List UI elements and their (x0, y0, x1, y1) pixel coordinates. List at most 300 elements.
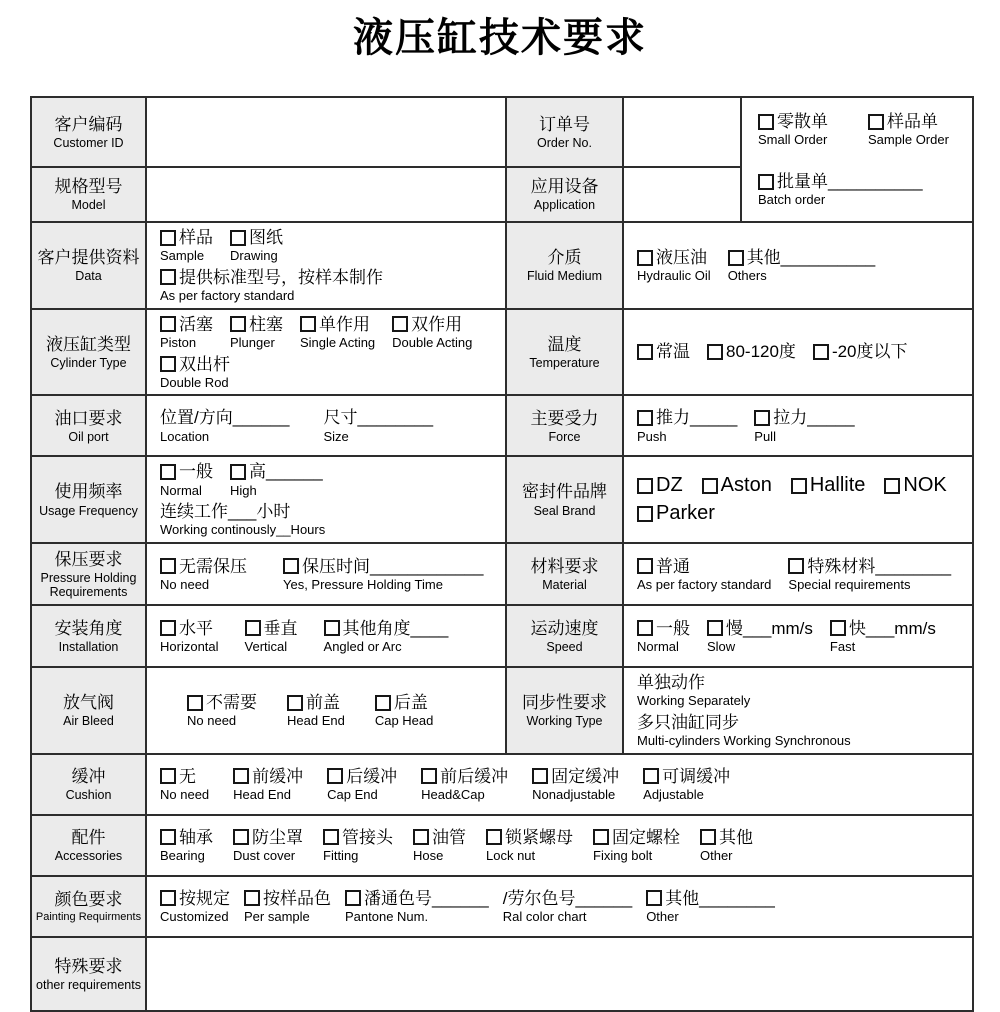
checkbox-option[interactable] (637, 341, 690, 362)
checkbox-icon[interactable] (160, 269, 176, 285)
option-line (813, 341, 908, 362)
checkbox-option[interactable] (413, 827, 466, 864)
option-label-zh: 锁紧螺母 (505, 827, 573, 847)
checkbox-option[interactable] (788, 556, 951, 593)
checkbox-icon[interactable] (160, 620, 176, 636)
option-label-en: Double Acting (392, 334, 473, 350)
option-label-en: Head End (287, 713, 345, 729)
option-label-zh: 油管 (432, 827, 466, 847)
label-en: Cylinder Type (50, 355, 127, 370)
option-label-zh: 图纸 (249, 228, 283, 247)
checkbox-icon[interactable] (788, 558, 804, 574)
label-zh: 客户提供资料 (37, 248, 140, 268)
option-label-zh: 固定缓冲 (551, 766, 620, 786)
option-label-en: Others (727, 268, 767, 284)
option-label-zh: 普通 (656, 556, 690, 576)
speed-label (506, 605, 623, 667)
option-label-zh: 一般 (656, 618, 690, 638)
checkbox-icon[interactable] (187, 695, 203, 711)
option-line (637, 341, 690, 362)
option-label-zh: Parker (656, 502, 715, 525)
option-line (300, 314, 370, 335)
option-label-zh: 样品单 (887, 112, 938, 132)
option-line (160, 501, 290, 522)
checkbox-icon[interactable] (637, 344, 653, 360)
checkbox-option[interactable] (230, 461, 323, 498)
option-label-en: Working Separately (637, 693, 751, 709)
option-label-en: Cap End (327, 787, 378, 803)
checkbox-option[interactable] (245, 618, 298, 655)
working-type-label (506, 667, 623, 754)
option-line (637, 247, 707, 268)
option-line (160, 354, 230, 375)
temperature-label (506, 309, 623, 396)
option-label-en: Normal (637, 638, 679, 654)
checkbox-option[interactable] (160, 354, 230, 391)
option-label-zh: 样品 (179, 228, 213, 247)
air-bleed-label (31, 667, 146, 754)
air-bleed-options (146, 667, 506, 754)
accessories-label (31, 815, 146, 876)
label-zh: 液压缸类型 (46, 334, 131, 354)
label-zh: 材料要求 (530, 556, 599, 576)
option-line (637, 618, 690, 639)
checkbox-option[interactable] (233, 827, 303, 864)
checkbox-icon[interactable] (245, 620, 261, 636)
option-line (392, 314, 462, 335)
checkbox-option[interactable] (421, 766, 508, 803)
checkbox-icon[interactable] (283, 558, 299, 574)
checkbox-icon[interactable] (230, 316, 246, 332)
checkbox-icon[interactable] (758, 114, 774, 130)
label-en: Speed (546, 639, 583, 654)
option-label-zh: 可调缓冲 (662, 766, 731, 786)
checkbox-icon[interactable] (646, 890, 662, 906)
checkbox-option[interactable] (160, 267, 383, 304)
option-line (643, 766, 730, 787)
checkbox-icon[interactable] (392, 316, 408, 332)
checkbox-icon[interactable] (791, 478, 807, 494)
checkbox-icon[interactable] (637, 620, 653, 636)
option-line (230, 461, 323, 482)
checkbox-icon[interactable] (413, 829, 429, 845)
label-en: Seal Brand (533, 503, 596, 518)
label-zh: 同步性要求 (522, 693, 607, 713)
checkbox-icon[interactable] (160, 829, 176, 845)
checkbox-icon[interactable] (700, 829, 716, 845)
option-line (637, 407, 737, 428)
checkbox-icon[interactable] (160, 768, 176, 784)
label-zh: 保压要求 (54, 549, 123, 569)
checkbox-icon[interactable] (244, 890, 260, 906)
checkbox-option[interactable] (637, 247, 711, 284)
option-label-en: Pantone Num. (345, 909, 429, 925)
checkbox-option[interactable] (160, 556, 247, 593)
option-label-en: Working continously__Hours (160, 522, 326, 538)
option-label-en: Other (646, 909, 679, 925)
oil-port-label (31, 395, 146, 456)
checkbox-icon[interactable] (884, 478, 900, 494)
temperature-options (623, 309, 973, 396)
option-label-en: Lock nut (486, 848, 536, 864)
option-line (187, 692, 257, 713)
cylinder-type-label (31, 309, 146, 396)
option-text (637, 672, 750, 709)
label-en: Application (533, 198, 596, 213)
checkbox-option[interactable] (392, 314, 472, 351)
checkbox-icon[interactable] (637, 478, 653, 494)
checkbox-icon[interactable] (160, 558, 176, 574)
label-en: Force (548, 429, 581, 444)
checkbox-option[interactable] (884, 473, 946, 498)
option-line (637, 556, 690, 577)
option-line (700, 827, 753, 848)
option-line (283, 556, 483, 577)
application-value-cell[interactable] (623, 167, 741, 222)
label-en: Painting Requirments (35, 910, 142, 923)
option-line (160, 314, 213, 335)
option-label-en: Plunger (230, 334, 275, 350)
speed-options (623, 605, 973, 667)
checkbox-icon[interactable] (702, 478, 718, 494)
label-zh: 颜色要求 (54, 889, 123, 909)
checkbox-icon[interactable] (160, 356, 176, 372)
checkbox-icon[interactable] (160, 464, 176, 480)
installation-options (146, 605, 506, 667)
option-label-en: Hose (413, 848, 444, 864)
option-line (324, 618, 449, 639)
label-en: Fluid Medium (526, 269, 603, 284)
checkbox-option[interactable] (813, 341, 908, 362)
option-line (160, 888, 230, 909)
checkbox-option[interactable] (375, 692, 434, 729)
checkbox-option[interactable] (754, 407, 854, 444)
label-zh: 客户编码 (54, 114, 123, 134)
checkbox-option[interactable] (324, 618, 449, 655)
fluid-medium-options (623, 222, 973, 309)
option-line (323, 407, 433, 428)
option-line (758, 171, 923, 192)
checkbox-option[interactable] (791, 473, 866, 498)
checkbox-option[interactable] (327, 766, 397, 803)
option-label-zh: 慢___mm/s (726, 618, 813, 638)
option-label-en: Normal (160, 482, 202, 498)
option-line (245, 618, 298, 639)
fill-in-field[interactable] (160, 407, 289, 444)
option-line (637, 473, 683, 498)
label-en: other requirements (36, 977, 141, 992)
option-label-zh: 提供标准型号，按样本制作 (179, 267, 383, 287)
checkbox-option[interactable] (287, 692, 345, 729)
option-label-zh: 前后缓冲 (440, 766, 509, 786)
option-label-en: As per factory standard (637, 576, 772, 592)
option-label-en: Horizontal (160, 638, 219, 654)
checkbox-icon[interactable] (637, 558, 653, 574)
checkbox-icon[interactable] (813, 344, 829, 360)
option-line (728, 247, 876, 268)
checkbox-icon[interactable] (637, 250, 653, 266)
option-label-en: Sample Order (868, 132, 949, 148)
checkbox-icon[interactable] (868, 114, 884, 130)
option-line (413, 827, 466, 848)
option-line (830, 618, 936, 639)
checkbox-icon[interactable] (233, 829, 249, 845)
checkbox-icon[interactable] (323, 829, 339, 845)
option-label-zh: 单作用 (319, 314, 370, 334)
painting-label (31, 876, 146, 937)
option-label-zh: -20度以下 (831, 342, 908, 362)
fill-in-field[interactable] (503, 888, 632, 925)
option-label-zh: 其他角度____ (342, 618, 449, 638)
checkbox-icon[interactable] (300, 316, 316, 332)
option-label-zh: 前缓冲 (252, 766, 304, 786)
option-label-en: No need (160, 787, 210, 803)
checkbox-option[interactable] (728, 247, 876, 284)
checkbox-icon[interactable] (758, 174, 774, 190)
checkbox-option[interactable] (160, 618, 219, 655)
checkbox-icon[interactable] (230, 464, 246, 480)
option-line (421, 766, 508, 787)
option-label-en: Pull (754, 428, 776, 444)
checkbox-option[interactable] (593, 827, 680, 864)
checkbox-option[interactable] (702, 473, 772, 498)
option-label-zh: 潘通色号______ (364, 888, 489, 908)
option-label-zh: 双出杆 (179, 354, 230, 374)
checkbox-icon[interactable] (160, 316, 176, 332)
option-line (707, 618, 813, 639)
option-line (486, 827, 573, 848)
checkbox-option[interactable] (637, 501, 715, 526)
option-label-zh: 活塞 (179, 314, 213, 334)
force-label (506, 395, 623, 456)
option-label-zh: 连续工作___小时 (160, 502, 291, 522)
option-label-zh: 无 (179, 766, 196, 786)
option-label-en: Piston (160, 334, 197, 350)
option-label-zh: 轴承 (179, 827, 213, 847)
checkbox-icon[interactable] (593, 829, 609, 845)
checkbox-option[interactable] (230, 227, 283, 264)
usage-frequency-label (31, 456, 146, 543)
option-label-en: Dust cover (233, 848, 296, 864)
checkbox-option[interactable] (758, 171, 923, 208)
checkbox-icon[interactable] (643, 768, 659, 784)
order-no-value-cell[interactable] (623, 97, 741, 167)
option-label-en: Customized (160, 909, 229, 925)
label-zh: 使用频率 (54, 482, 123, 502)
special-requirements-value-cell[interactable] (146, 937, 973, 1011)
checkbox-icon[interactable] (230, 230, 246, 246)
checkbox-option[interactable] (160, 461, 213, 498)
option-label-en: Head End (233, 787, 291, 803)
label-zh: 配件 (71, 828, 106, 848)
option-label-en: Bearing (160, 848, 205, 864)
option-label-zh: DZ (656, 474, 683, 497)
checkbox-icon[interactable] (233, 768, 249, 784)
option-label-zh: 后缓冲 (346, 766, 398, 786)
option-label-en: Cap Head (374, 713, 434, 729)
option-label-zh: 拉力_____ (773, 408, 855, 428)
checkbox-option[interactable] (160, 314, 213, 351)
cushion-options (146, 754, 973, 815)
seal-brand-label (506, 456, 623, 543)
option-label-en: Ral color chart (502, 909, 587, 925)
line-break (758, 157, 966, 162)
page-title: 液压缸技术要求 (353, 16, 647, 60)
option-line (160, 461, 213, 482)
option-label-zh: 快___mm/s (848, 618, 936, 638)
option-line (160, 267, 383, 288)
checkbox-icon[interactable] (486, 829, 502, 845)
option-label-zh: 液压油 (656, 247, 707, 267)
checkbox-icon[interactable] (160, 890, 176, 906)
checkbox-icon[interactable] (345, 890, 361, 906)
checkbox-option[interactable] (160, 888, 230, 925)
option-label-en: Per sample (244, 909, 310, 925)
checkbox-icon[interactable] (532, 768, 548, 784)
option-label-zh: Aston (720, 474, 772, 497)
option-line (637, 672, 705, 693)
installation-label (31, 605, 146, 667)
option-label-en: Nonadjustable (532, 787, 616, 803)
option-label-zh: 尺寸________ (323, 408, 434, 428)
checkbox-option[interactable] (707, 341, 796, 362)
checkbox-icon[interactable] (728, 250, 744, 266)
option-label-zh: 一般 (179, 462, 213, 482)
checkbox-option[interactable] (244, 888, 331, 925)
checkbox-icon[interactable] (327, 768, 343, 784)
checkbox-option[interactable] (646, 888, 775, 925)
label-zh: 运动速度 (530, 618, 599, 638)
option-label-zh: 柱塞 (249, 314, 283, 334)
option-label-zh: 高______ (249, 462, 323, 482)
checkbox-icon[interactable] (160, 230, 176, 246)
checkbox-option[interactable] (643, 766, 730, 803)
cushion-label (31, 754, 146, 815)
order-type-options (741, 97, 973, 222)
option-label-zh: 后盖 (393, 692, 428, 712)
label-en: Customer ID (53, 135, 124, 150)
checkbox-option[interactable] (160, 227, 213, 264)
checkbox-option[interactable] (758, 111, 828, 148)
checkbox-option[interactable] (637, 618, 690, 655)
option-label-zh: 其他________ (665, 888, 775, 908)
checkbox-option[interactable] (532, 766, 619, 803)
special-requirements-label (31, 937, 146, 1011)
option-label-en: Vertical (244, 638, 288, 654)
page (0, 14, 1000, 992)
checkbox-icon[interactable] (421, 768, 437, 784)
label-en: Model (71, 198, 106, 213)
option-line (637, 712, 739, 733)
checkbox-icon[interactable] (707, 620, 723, 636)
checkbox-option[interactable] (230, 314, 283, 351)
checkbox-icon[interactable] (830, 620, 846, 636)
label-en: Temperature (529, 355, 600, 370)
option-line (233, 766, 303, 787)
option-label-zh: /劳尔色号______ (502, 888, 633, 908)
fill-in-field[interactable] (160, 501, 325, 538)
option-label-zh: 位置/方向______ (160, 408, 290, 428)
model-label (31, 167, 146, 222)
checkbox-option[interactable] (323, 827, 393, 864)
option-label-zh: 防尘罩 (252, 827, 303, 847)
pressure-holding-label (31, 543, 146, 605)
option-label-en: Slow (707, 638, 736, 654)
option-label-zh: 水平 (179, 618, 213, 638)
checkbox-icon[interactable] (375, 695, 391, 711)
label-zh: 缓冲 (71, 767, 106, 787)
checkbox-option[interactable] (300, 314, 375, 351)
checkbox-option[interactable] (830, 618, 936, 655)
checkbox-icon[interactable] (637, 506, 653, 522)
label-en: Working Type (526, 714, 603, 729)
option-line (160, 556, 247, 577)
option-label-zh: 垂直 (263, 618, 298, 638)
label-zh: 规格型号 (54, 177, 123, 197)
checkbox-icon[interactable] (324, 620, 340, 636)
label-zh: 介质 (547, 248, 582, 268)
label-en: Oil port (68, 429, 109, 444)
option-label-zh: 其他 (719, 827, 753, 847)
checkbox-option[interactable] (868, 111, 949, 148)
checkbox-option[interactable] (160, 766, 209, 803)
option-label-en: Sample (160, 248, 205, 264)
checkbox-option[interactable] (187, 692, 257, 729)
option-label-en: Yes, Pressure Holding Time (283, 576, 443, 592)
option-line (758, 111, 828, 132)
checkbox-icon[interactable] (287, 695, 303, 711)
checkbox-icon[interactable] (707, 344, 723, 360)
option-label-zh: 按规定 (179, 888, 230, 908)
option-line (637, 501, 715, 526)
option-label-zh: 推力_____ (656, 408, 738, 428)
checkbox-icon[interactable] (754, 410, 770, 426)
label-en: Cushion (65, 788, 112, 803)
option-label-en: Size (323, 428, 349, 444)
option-line (327, 766, 397, 787)
option-line (707, 341, 796, 362)
option-label-zh: 常温 (656, 342, 690, 362)
label-en: Usage Frequency (39, 503, 138, 518)
checkbox-option[interactable] (283, 556, 483, 593)
fill-in-field[interactable] (323, 407, 433, 444)
option-line (287, 692, 340, 713)
checkbox-option[interactable] (486, 827, 573, 864)
label-en: Pressure Holding Requirements (40, 570, 137, 600)
option-label-zh: 不需要 (206, 692, 257, 712)
checkbox-option[interactable] (637, 473, 683, 498)
model-value-cell[interactable] (146, 167, 506, 222)
option-line (788, 556, 951, 577)
material-label (506, 543, 623, 605)
checkbox-option[interactable] (707, 618, 813, 655)
label-en: Order No. (537, 135, 592, 150)
checkbox-option[interactable] (700, 827, 753, 864)
checkbox-option[interactable] (637, 556, 771, 593)
order-no-label (506, 97, 623, 167)
option-label-en: Fast (829, 638, 856, 654)
label-en: Accessories (54, 849, 123, 864)
label-zh: 特殊要求 (54, 956, 123, 976)
checkbox-option[interactable] (233, 766, 303, 803)
checkbox-option[interactable] (637, 407, 737, 444)
checkbox-icon[interactable] (637, 410, 653, 426)
label-zh: 放气阀 (63, 693, 114, 713)
label-zh: 应用设备 (530, 177, 599, 197)
customer-id-value-cell[interactable] (146, 97, 506, 167)
checkbox-option[interactable] (160, 827, 213, 864)
checkbox-option[interactable] (345, 888, 489, 925)
